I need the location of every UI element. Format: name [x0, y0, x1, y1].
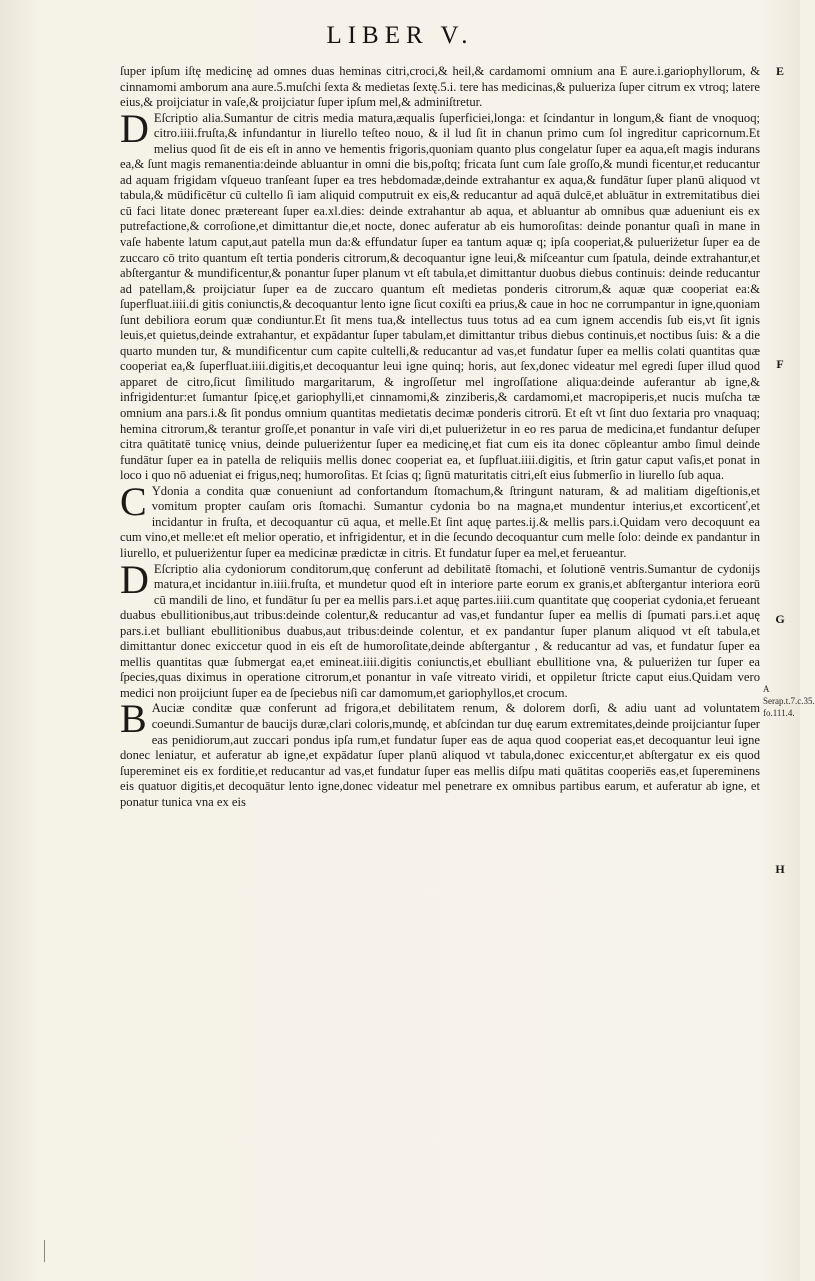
margin-note-sub: fo.111.4.	[763, 708, 795, 718]
text-body	[120, 64, 760, 810]
drop-cap: B	[120, 696, 147, 742]
paragraph-text: Ydonia a condita quæ conueniunt ad confortandum ſtomachum,& ſtringunt naturam, & ad malitiam digeſtionis,et vomitum propter cauſam oris ſtomachi. Sumantur cydonia bo na magna,et mundentur interius,et excorticenť,et incidantur in fruſta, et decoquantur cū aqua, et melle.Et ſint aquę partes.ij.& mellis pars.i.Quidam vero decoquunt ea cum vino,et melle:et eſt melior operatio, et infrigidentur, et in die ſecundo decoquantur cum melle ſolo: deinde ex pandantur in liurello, et pulueriżentur ſuper ea medicinæ prædictæ in citris. Et fundatur ſuper ea mel,et ferueantur.	[120, 483, 760, 560]
paragraph-descriptio-cydoniorum	[120, 556, 760, 702]
margin-letter-f: F	[776, 357, 784, 371]
paragraph-text: Auciæ conditæ quæ conferunt ad frigora,et debilitatem renum, & dolorem dorſi, & adiu uant ad voluntatem coeundi.Sumantur de baucijs duræ,clari coloris,mundę, et abſcindan tur duę earum extremitates,deinde proijciantur ſuper eas penidiorum,aut zuccari pondus ipſa rum,et fundatur ſuper eas de aqua quod cooperiat eas,et decoquantur leui igne donec leniatur, et auferatur ab igne,et expādatur ſuper planū aliquod vt tabula,donec exiccentur,et abſtergatur ex eis quod ſupereminet eis ex forditie,et reducantur ad vas,et fundatur ſuper eas mellis diſpu mati quātitas cooperiēs eas,et ſupereminens eis quatuor digitis,et decoquātur lento igne,donec videatur mel penetrare ex omnibus partibus earum, et auferatur ab igne, et ponatur tunica vna ex eis	[120, 701, 760, 809]
margin-letter-g: G	[775, 612, 785, 626]
drop-cap: D	[120, 105, 149, 151]
drop-cap: C	[120, 478, 147, 524]
margin-note-ref: A Serap.t.7.c.35.	[763, 684, 815, 706]
paragraph-cydonia	[120, 478, 760, 562]
page-header: LIBER V.	[326, 22, 474, 49]
paragraph-text: Eſcriptio alia.Sumantur de citris media matura,æqualis ſuperficiei,longa: et ſcindantur in longum,& fiant de vnoquoq; citro.iiii.fruſta,& infundantur in liurello teſteo nouo, & il lud ſit in chanun primo cum ſol ingreditur capricornum.Et melius quod ſit de eis eſt in anno ve hementis frigoris,quoniam quanto plus congelatur ſuper ea aqua,eſt magis indurans ea,& ſunt magis remanentia:deinde abluantur in omni die bis,poſtq; fricata ſunt cum ſale groſſo,& mundi ficentur,et reducantur ad aquam frigidam vſqueuo tranſeant ſuper ea tres hebdomadæ,deinde extrahantur ex aqua,& fundātur ſuper planū aliquod vt tabula,& mūdificētur cū cultello ſi iam aliquid computruit ex eis,& reducantur ad aquā dulcē,et abluātur in extremitatibus diei cū faci litate donec prætereant ſuper ea.xl.dies: deinde extrahantur ab aqua, et abluantur ab omnibus quæ adueniunt eis ex putrefactione,& corroſione,et dimittantur die,et nocte, donec auferatur ab eis humoroſitas: deinde ponantur quaſi in mane in vaſe habente latum caput,aut patella mun da:& effundatur ſuper ea tantum aquæ q; ipſa cooperiat,& pulueriżetur ſuper ea de zuccaro cō trito quantum eſt tertia ponderis citrorum,& decoquantur igne leui,& miſceantur cum ſpatula, deinde extrahantur,et abſtergantur & mundificentur,& ponantur ſuper planum vt eſt tabula,et dimittantur duobus diebus continuis: deinde reducantur ad patellam,& proijciatur ſuper ea de zuccaro quantum eſt medietas ponderis citrorum,& aquæ quæ cooperiat ea:& ſuperfluat.iiii.di gitis coniunctis,& decoquantur lento igne ſicut coxiſti ea prius,& caue in hoc ne corrumpantur in igne,quoniam ſunt debiliora eorum quæ condiuntur.Et ſit mens tua,& intellectus tuus totus ad ea cum ignem accendis ſub eis,vt ſit ignis leuis,et quietus,deinde extrahantur, et expādantur ſuper tabulam,et dimittantur tribus diebus continuis,et noctibus ſuis: & a die quarto munden tur, & mundificentur cum capite cultelli,& reducantur ad vas,et fundatur ſuper ea mellis colati quantitas quæ cooperiat ea,& ſuperfluat.iiii.digitis,et decoquantur leui igne quinq; horis, aut ſex,donec videatur mel egredi ſuper illud quod apparet de citro,ſicut ſimilitudo margaritarum, & ingroſſetur mel ingroſſatione aliqua:deinde auferantur ab igne,& infrigidentur:et ſumantur ſpicę,et gariophylli,et cinnamomi,& zinziberis,& cardamomi,et macropiperis,et nucis muſcha tæ omnium ana pars.i.& ſit pondus omnium quantitas medietatis decimæ ponderis citrorū. Et eſt vt ſint duo ſextaria pro vnaquaq; hemina citrorum,& terantur groſſe,et ponantur in vaſe viri di,et pulueriżetur in eo res parua de medicina,et fundantur deſuper citra quātitatē tunicę vnius, deinde pulueriżentur ſuper ea medicinę,et fiat cum eis ita donec cōpleantur ambo ſimul deinde fundātur ſuper ea in patella de reliquiis mellis donec cooperiat ea, et ſupfluat.iiii.digitis, et ſtrin gatur caput vaſis,et ponat in loco i quo nō adueniat ei frigus,neq; humoroſitas. Et ſcias q; ſignū maturitatis citri,eſt eius ſubmerſio in liurello ſub aqua.	[120, 110, 760, 483]
paragraph-bauciae	[120, 696, 760, 810]
drop-cap: D	[120, 556, 149, 602]
margin-note-reference	[763, 683, 815, 719]
paragraph-text: ſuper ipſum iſtę medicinę ad omnes duas heminas citri,croci,& heil,& cardamomi omnium ana E aure.i.gariophyllorum, & cinnamomi amborum ana aure.5.muſchi ſexta & medietas ſextę.5.i. tere has medicinas,& pulueriza ſuper citrum ex vtroq; latere eius,& proijciatur in vaſe,& proijciatur ſuper ipſum mel,& adminiſtretur.	[120, 64, 760, 110]
margin-letter-e: E	[775, 64, 784, 78]
paragraph-intro	[120, 64, 760, 111]
margin-letter-h: H	[775, 862, 785, 876]
paragraph-descriptio-citri	[120, 105, 760, 484]
binding-mark	[44, 1240, 45, 1262]
paragraph-text: Eſcriptio alia cydoniorum conditorum,quę conferunt ad debilitatē ſtomachi, et ſolutionē ventris.Sumantur de cydonijs matura,et incidantur in.iiii.fruſta, et mundetur quod eſt in interiore parte eorum ex granis,et abſtergantur interiora eorū cū mandili de lino, et fundātur ſu per ea mellis pars.i.et aquę partes.iiii.cum quantitate quę cooperiat cydonia,et ferueant duabus ebullitionibus,aut tribus:deinde colentur,& reducantur ad vas,et fundantur ſuper ea mellis di ſpumati pars.i.et aquę pars.i.et bulliant ebullitionibus duabus,aut tribus:deinde colentur, et ex pandantur ſuper planum aliquod vt eſt tabula,et dimittantur donec exiccetur quod in eis eſt de humoroſitate,deinde abſtergantur , & reducantur ad vas, et fundatur ſuper ea mellis quantitas quæ ſubmergat ea,et emineat.iiii.digitis coniunctis,et ebulliant ebullitione vna, & pulueriżen tur ſuper ea ſpecies,quas diximus in operatione citrorum,et ponantur in vaſe vitreato viridi, et oppiletur ſtricte caput eius.Quidam vero medici non proijciunt ſuper ea de ſpeciebus niſi car damomum,et gariophyllos,et crocum.	[120, 561, 760, 700]
